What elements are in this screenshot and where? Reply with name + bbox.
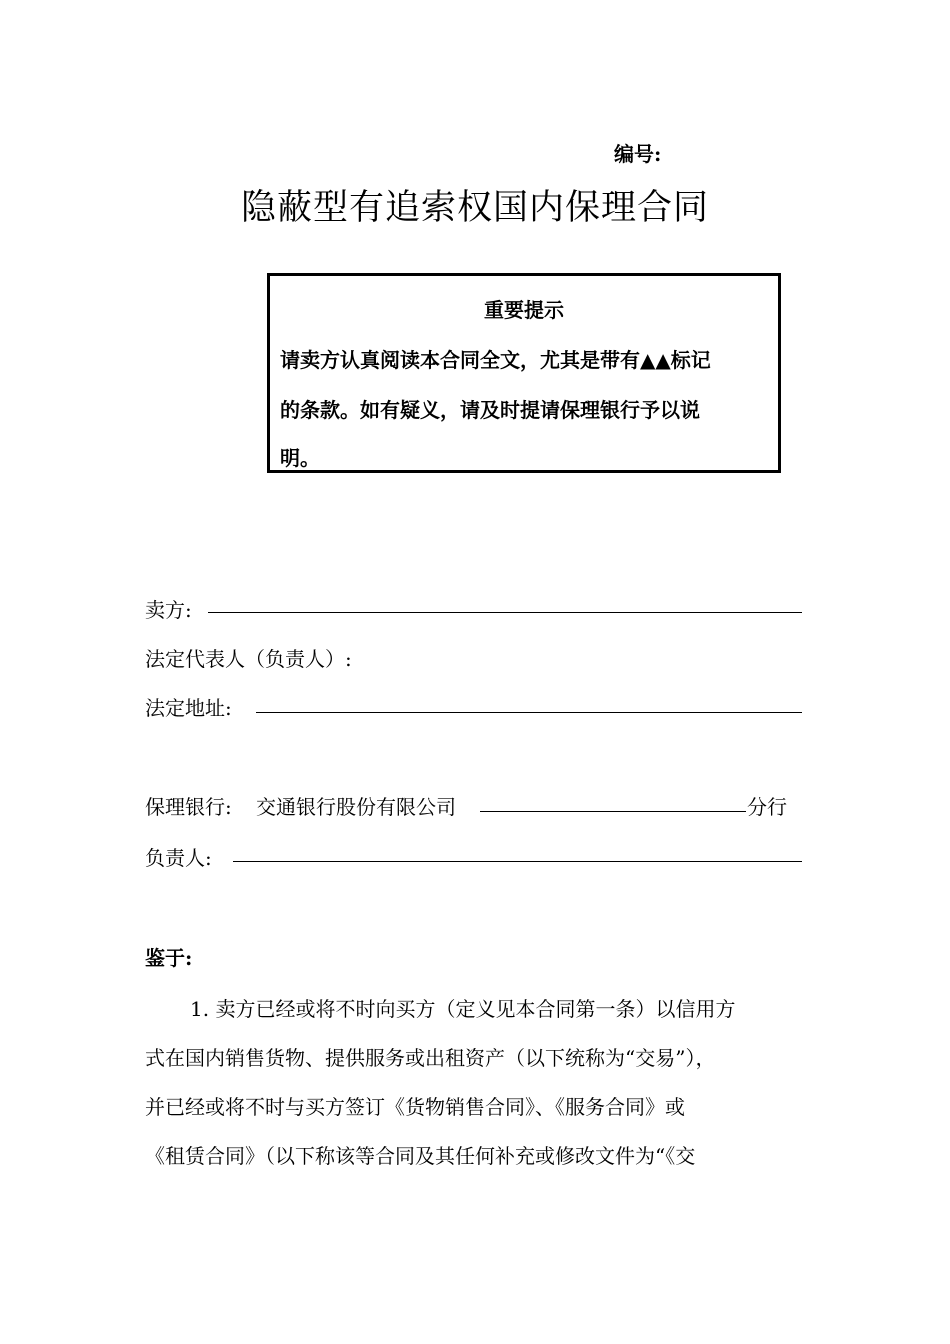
recitals-heading: 鉴于: <box>145 946 193 970</box>
recital-line: 1. 卖方已经或将不时向买方（定义见本合同第一条）以信用方 <box>190 997 736 1021</box>
factor-bank-label: 保理银行: <box>145 795 232 819</box>
legal-address-field-line[interactable] <box>256 712 802 713</box>
branch-name-field-line[interactable] <box>480 811 746 812</box>
recital-line: 式在国内销售货物、提供服务或出租资产（以下统称为“交易”）， <box>145 1046 716 1070</box>
notice-line: 请卖方认真阅读本合同全文，尤其是带有▲▲标记 <box>280 348 711 372</box>
notice-heading: 重要提示 <box>484 298 564 322</box>
branch-suffix: 分行 <box>747 795 787 819</box>
responsible-person-label: 负责人: <box>145 846 212 870</box>
seller-field-line[interactable] <box>208 612 802 613</box>
page-title: 隐蔽型有追索权国内保理合同 <box>240 188 709 228</box>
responsible-person-field-line[interactable] <box>233 861 802 862</box>
contract-number-label: 编号: <box>614 142 662 166</box>
notice-line: 明。 <box>280 446 320 470</box>
important-notice-box <box>267 273 781 473</box>
legal-representative-label: 法定代表人（负责人）: <box>145 647 352 671</box>
factor-bank-name: 交通银行股份有限公司 <box>256 795 456 819</box>
seller-label: 卖方: <box>145 598 192 622</box>
recital-line: 并已经或将不时与买方签订《货物销售合同》、《服务合同》或 <box>145 1095 685 1119</box>
notice-line: 的条款。如有疑义，请及时提请保理银行予以说 <box>280 398 700 422</box>
recital-line: 《租赁合同》（以下称该等合同及其任何补充或修改文件为“《交 <box>145 1144 696 1168</box>
legal-address-label: 法定地址: <box>145 696 232 720</box>
